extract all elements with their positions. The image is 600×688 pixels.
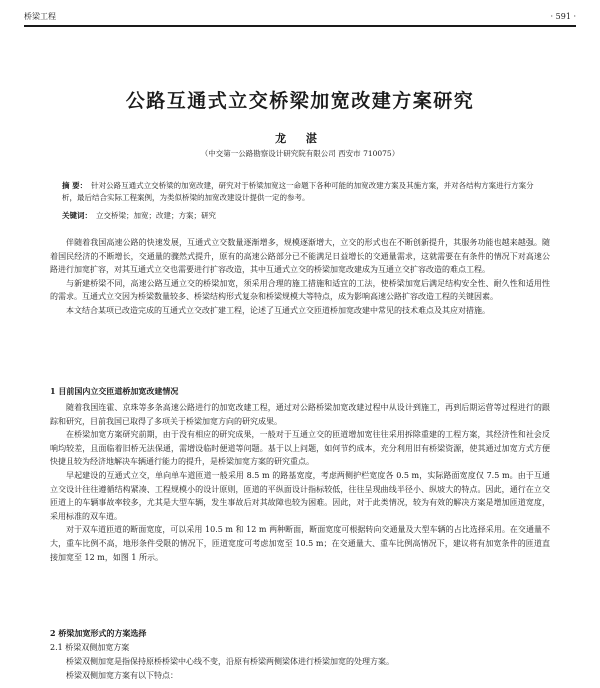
paragraph: 桥梁双侧加宽是指保持原桥桥梁中心线不变，沿原有桥梁两侧梁体进行桥梁加宽的处理方案。 [66,657,394,666]
author-name: 龙 湛 [275,132,325,145]
author-affiliation: （中交第一公路勘察设计研究院有限公司 西安市 710075） [200,149,400,158]
section-2-heading: 2 桥梁加宽形式的方案选择 [50,628,147,638]
paragraph: 桥梁双侧加宽方案有以下特点： [66,670,178,680]
paragraph: 随着我国连霍、京珠等多条高速公路进行的加宽改建工程，通过对公路桥梁加宽改建过程中从设计到施工，再到后期运营等过程进行的跟踪和研究，目前我国已取得了多项关于桥梁加宽方向的研究成果。 [50,403,550,426]
paragraph: 本文结合某项已改造完成的互通式立交改扩建工程，论述了互通式立交匝道桥加宽改建中常见的技术难点及其应对措施。 [66,305,490,315]
section-2-body [50,655,550,682]
section-1-body [50,401,550,564]
paragraph: 早起建设的互通式立交，单向单车道匝道一般采用 8.5 m 的路基宽度，考虑两侧护栏宽度各 0.5 m，实际路面宽度仅 7.5 m。由于互通立交设计往往遵循结构紧凑、工程规模小的设计原则，匝道的平纵面设计指标较低，往往呈现曲线半径小、纵坡大的特点。因此，通行在立交匝道上的车辆事故率较多，尤其是大型车辆，发生事故后对其故障也较为困难。因此，对于此类情况，较为有效的解决方案是增加匝道宽度，采用标准的双车道。 [50,470,550,521]
introduction [50,236,550,318]
abstract-label: 摘 要： [62,181,88,190]
keywords [62,210,538,222]
section-1-heading: 1 目前国内立交匝道桥加宽改建情况 [50,386,179,396]
keywords-label: 关键词： [62,211,92,220]
page-number: · 591 · [550,11,576,21]
abstract-text: 针对公路互通式立交桥梁的加宽改建，研究对于桥梁加宽这一命题下各种可能的加宽改建方案及其施方案，并对各结构方案进行方案分析，最后结合实际工程案例，为类似桥梁的加宽改建设计提供一定的参考。 [62,181,534,202]
journal-name: 桥梁工程 [24,11,56,21]
paragraph: 与新建桥梁不同，高速公路互通立交的桥梁加宽，须采用合理的施工措施和适宜的工法，使桥梁加宽后满足结构安全性、耐久性和适用性的需求。互通式立交因为桥梁数量较多、桥梁结构形式复杂和桥梁规模大等特点，成为影响高速公路扩容改造工程的关键因素。 [50,278,550,302]
header-rule [24,25,576,27]
abstract [62,180,538,204]
keywords-text: 立交桥梁；加宽；改建；方案；研究 [96,211,216,220]
paragraph: 伴随着我国高速公路的快速发展，互通式立交数量逐渐增多，规模逐渐增大，立交的形式也在不断创新提升，其服务功能也越来越强。随着国民经济的不断增长，交通量的骤然式提升，原有的高速公路部分已不能满足日益增长的交通量需求，这就需要在有条件的情况下对高速公路进行加宽扩容，对其互通式立交也需要进行扩容改造，其中互通式立交的桥梁加宽改建成为互通立交扩容改造的难点工程。 [50,238,550,275]
subsection-2-1-heading: 2.1 桥梁双侧加宽方案 [50,643,130,652]
running-header [24,8,576,24]
paper-title: 公路互通式立交桥梁加宽改建方案研究 [125,90,475,112]
paragraph: 对于双车道匝道的断面宽度，可以采用 10.5 m 和 12 m 两种断面，断面宽度可根据转向交通量及大型车辆的占比选择采用。在交通量不大，重车比例不高，地形条件受限的情况下，匝道宽度可考虑加宽至 10.5 m；在交通量大、重车比例高情况下，建议将有加宽条件的匝道直接加宽至 12 m，如图 1 所示。 [50,525,550,562]
paragraph: 在桥梁加宽方案研究前期，由于没有相应的研究成果，一般对于互通立交的匝道增加宽往往采用拆除重建的工程方案，其经济性和社会反响均较差，且面临着旧桥无法保通，需增设临时便道等问题。基于以上问题，如何节约成本，充分利用旧有桥梁资源，使其通过加宽方式方便快捷且较为经济地解决车辆通行能力的提升，是桥梁加宽方案的研究重点。 [50,430,550,467]
